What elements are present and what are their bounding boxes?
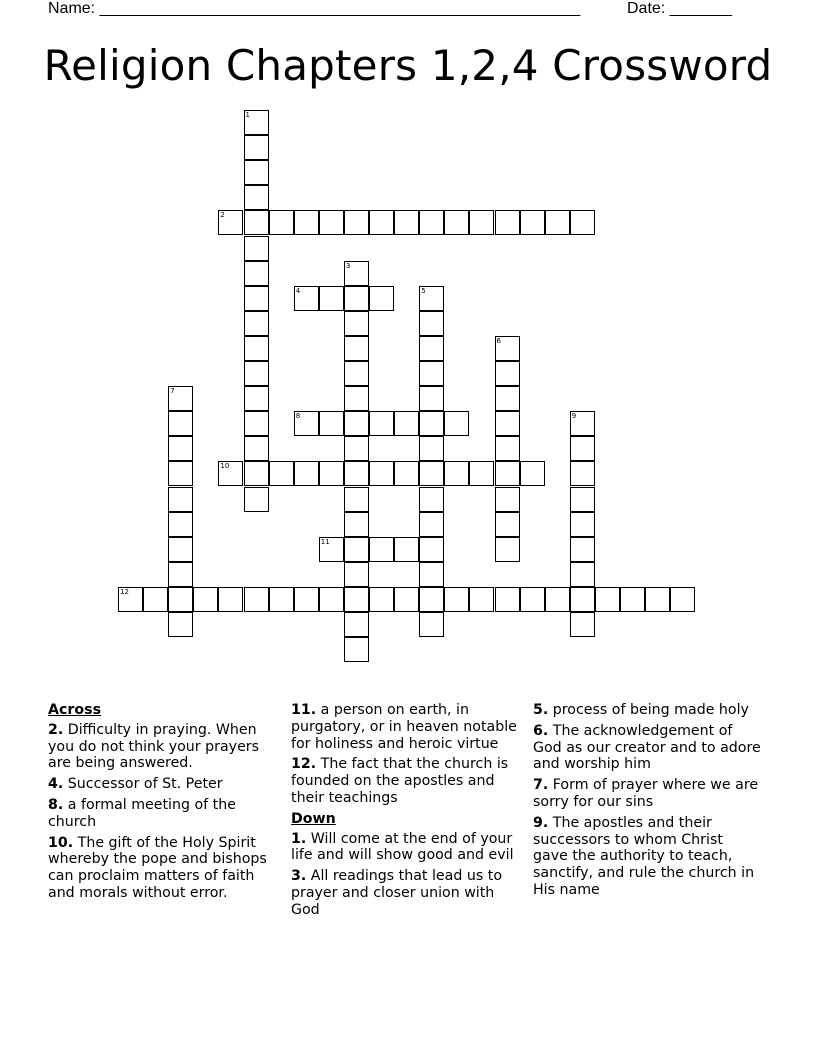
grid-cell[interactable] [344,436,369,461]
clues-column-2 [291,702,519,923]
grid-cell[interactable] [369,537,394,562]
grid-cell[interactable] [444,587,469,612]
grid-cell[interactable] [319,587,344,612]
grid-cell[interactable] [419,411,444,436]
grid-cell[interactable] [419,512,444,537]
grid-cell[interactable] [168,587,193,612]
grid-cell[interactable] [369,286,394,311]
grid-cell[interactable] [419,487,444,512]
grid-cell[interactable] [520,587,545,612]
grid-cell[interactable] [419,537,444,562]
grid-cell[interactable] [344,286,369,311]
grid-cell[interactable] [369,461,394,486]
clues-column-1 [48,702,276,906]
grid-cell[interactable] [495,537,520,562]
clue-down-1: 1. Will come at the end of your life and will show good and evil [291,830,514,864]
grid-cell[interactable] [419,336,444,361]
grid-cell[interactable] [294,587,319,612]
clue-down-3: 3. All readings that lead us to prayer and closer union with God [291,868,503,918]
grid-cell[interactable] [244,160,269,185]
grid-cell[interactable] [469,210,494,235]
grid-cell[interactable] [495,386,520,411]
grid-cell[interactable] [193,587,218,612]
grid-cell[interactable] [168,512,193,537]
grid-cell[interactable] [344,386,369,411]
grid-cell[interactable] [319,461,344,486]
grid-cell[interactable] [244,311,269,336]
grid-cell[interactable] [168,411,193,436]
grid-cell[interactable] [545,587,570,612]
grid-cell[interactable] [344,311,369,336]
down-heading: Down [291,810,336,827]
grid-cell[interactable] [244,261,269,286]
grid-cell[interactable] [570,562,595,587]
grid-cell[interactable] [570,487,595,512]
clue-number-label: 2 [220,211,225,220]
grid-cell[interactable] [344,336,369,361]
grid-cell[interactable] [545,210,570,235]
grid-cell[interactable] [168,436,193,461]
grid-cell[interactable] [244,135,269,160]
grid-cell[interactable] [419,562,444,587]
grid-cell[interactable] [419,587,444,612]
grid-cell[interactable] [294,210,319,235]
clue-number-label: 10 [220,462,230,471]
grid-cell[interactable] [344,461,369,486]
grid-cell[interactable] [645,587,670,612]
clue-across-11: 11. a person on earth, in purgatory, or in heaven notable for holiness and heroic virtue [291,702,517,752]
grid-cell[interactable] [344,210,369,235]
grid-cell[interactable] [394,537,419,562]
clue-number-label: 7 [170,387,175,396]
grid-cell[interactable] [244,587,269,612]
grid-cell[interactable] [444,411,469,436]
grid-cell[interactable] [369,210,394,235]
grid-cell[interactable] [495,210,520,235]
grid-cell[interactable] [244,436,269,461]
grid-cell[interactable] [520,461,545,486]
grid-cell[interactable] [143,587,168,612]
grid-cell[interactable] [495,411,520,436]
clue-down-7: 7. Form of prayer where we are sorry for our sins [533,777,759,810]
grid-cell[interactable] [244,210,269,235]
grid-cell[interactable] [269,461,294,486]
clue-number-label: 8 [295,412,301,421]
grid-cell[interactable] [419,461,444,486]
grid-cell[interactable] [495,587,520,612]
page-title: Religion Chapters 1,2,4 Crossword [43,41,773,90]
grid-cell[interactable] [344,487,369,512]
grid-cell[interactable] [570,537,595,562]
grid-cell[interactable] [670,587,695,612]
grid-cell[interactable] [344,411,369,436]
grid-cell[interactable] [319,411,344,436]
grid-cell[interactable] [344,361,369,386]
clue-across-10: 10. The gift of the Holy Spirit whereby the pope and bishops can proclaim matters of faith and morals without error. [48,834,267,901]
clues-column-3 [533,702,761,903]
grid-cell[interactable] [419,361,444,386]
grid-cell[interactable] [269,210,294,235]
grid-cell[interactable] [495,361,520,386]
grid-cell[interactable] [244,487,269,512]
clue-number-label: 11 [320,537,330,546]
grid-cell[interactable] [469,461,494,486]
grid-cell[interactable] [369,411,394,436]
grid-cell[interactable] [369,587,394,612]
clue-number-label: 1 [245,111,250,119]
grid-cell[interactable] [319,210,344,235]
grid-cell[interactable] [570,512,595,537]
grid-cell[interactable] [168,562,193,587]
name-field-label: Name: ______________________________________________________ [48,0,581,17]
grid-cell[interactable] [168,537,193,562]
grid-cell[interactable] [269,587,294,612]
grid-cell[interactable] [570,210,595,235]
grid-cell[interactable] [168,487,193,512]
clue-number-label: 6 [496,336,501,345]
grid-cell[interactable] [419,210,444,235]
grid-cell[interactable] [444,210,469,235]
grid-cell[interactable] [570,587,595,612]
clue-across-2: 2. Difficulty in praying. When you do not think your prayers are being answered. [48,721,260,772]
clue-across-8: 8. a formal meeting of the church [48,796,236,830]
grid-cell[interactable] [344,612,369,637]
grid-cell[interactable] [495,461,520,486]
grid-cell[interactable] [294,461,319,486]
grid-cell[interactable] [244,336,269,361]
clue-number-label: 4 [295,286,301,295]
clue-down-9: 9. The apostles and their successors to whom Christ gave the authority to teach, sanctify, and rule the church in His name [533,814,755,898]
grid-cell[interactable] [394,411,419,436]
grid-cell[interactable] [520,210,545,235]
clue-across-12: 12. The fact that the church is founded on the apostles and their teachings [291,756,509,806]
date-field-label: Date: _______ [627,0,732,17]
grid-cell[interactable] [344,637,369,662]
grid-cell[interactable] [244,185,269,210]
clue-down-6: 6. The acknowledgement of God as our creator and to adore and worship him [533,722,761,773]
grid-cell[interactable] [595,587,620,612]
grid-cell[interactable] [394,587,419,612]
grid-cell[interactable] [319,286,344,311]
grid-cell[interactable] [344,587,369,612]
clue-number-label: 3 [345,261,351,270]
grid-cell[interactable] [244,236,269,261]
grid-cell[interactable] [495,487,520,512]
grid-cell[interactable] [570,436,595,461]
grid-cell[interactable] [620,587,645,612]
across-heading: Across [48,702,102,718]
grid-cell[interactable] [469,587,494,612]
grid-cell[interactable] [570,612,595,637]
grid-cell[interactable] [419,436,444,461]
clue-number-label: 12 [120,587,129,596]
grid-cell[interactable] [168,612,193,637]
grid-cell[interactable] [344,562,369,587]
grid-cell[interactable] [570,461,595,486]
grid-cell[interactable] [344,537,369,562]
grid-cell[interactable] [168,461,193,486]
grid-cell[interactable] [394,210,419,235]
clue-number-label: 9 [571,412,577,421]
grid-cell[interactable] [495,436,520,461]
grid-cell[interactable] [244,411,269,436]
clue-down-5: 5. process of being made holy [533,702,749,718]
grid-cell[interactable] [394,461,419,486]
grid-cell[interactable] [419,612,444,637]
grid-cell[interactable] [419,386,444,411]
grid-cell[interactable] [244,361,269,386]
grid-cell[interactable] [244,461,269,486]
grid-cell[interactable] [244,286,269,311]
grid-cell[interactable] [495,512,520,537]
grid-cell[interactable] [444,461,469,486]
grid-cell[interactable] [244,386,269,411]
grid-cell[interactable] [344,512,369,537]
clue-number-label: 5 [421,286,426,295]
clue-across-4: 4. Successor of St. Peter [48,776,223,793]
grid-cell[interactable] [419,311,444,336]
grid-cell[interactable] [218,587,243,612]
